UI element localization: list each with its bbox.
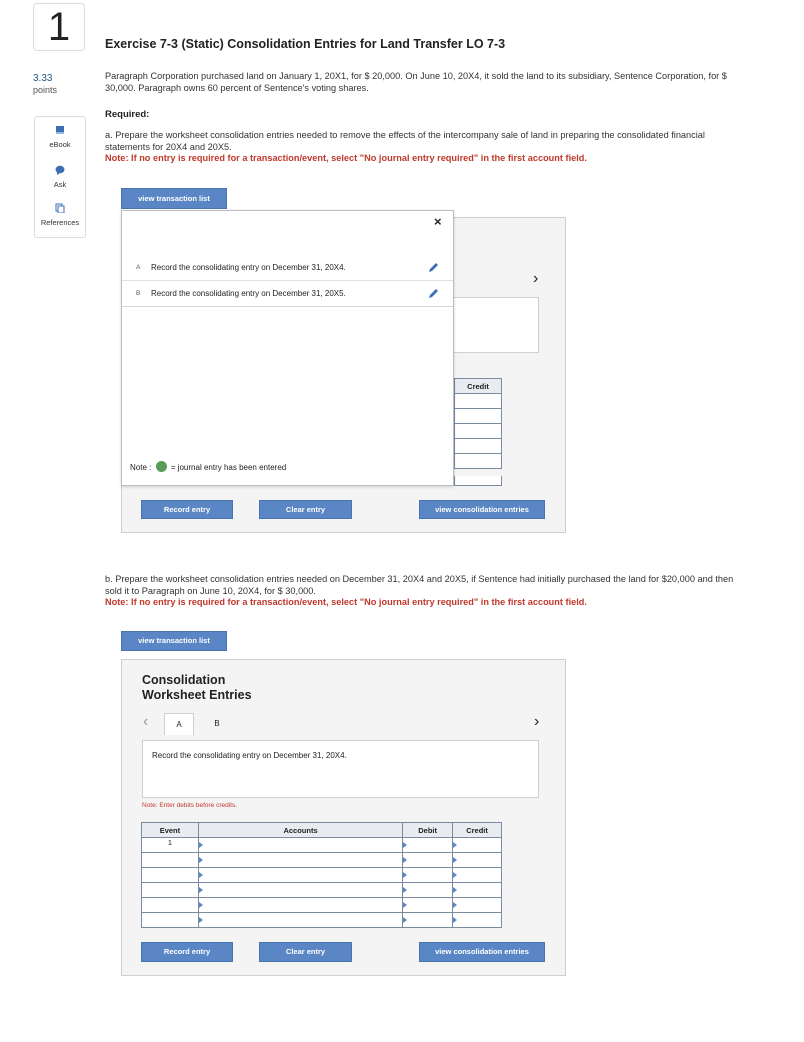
journal-entry-table	[141, 822, 502, 928]
input-marker-icon	[403, 902, 407, 908]
credit-input[interactable]	[453, 898, 502, 913]
transaction-text: Record the consolidating entry on December 31, 20X4.	[151, 263, 346, 272]
points-label: points	[33, 85, 58, 95]
table-row	[142, 913, 502, 928]
part-a-credit-cell[interactable]	[455, 409, 502, 424]
account-select[interactable]	[198, 913, 402, 928]
part-a-record-entry-button[interactable]: Record entry	[141, 500, 233, 519]
transaction-list-popup	[121, 210, 454, 486]
prev-arrow[interactable]: ‹	[143, 713, 149, 730]
part-a-instruction-box	[453, 297, 539, 353]
input-marker-icon	[403, 842, 407, 848]
account-select[interactable]	[198, 883, 402, 898]
close-icon[interactable]: ×	[434, 214, 442, 229]
event-cell	[142, 868, 199, 883]
references-label: References	[40, 218, 80, 227]
event-cell	[142, 883, 199, 898]
points-value: 3.33	[33, 73, 53, 84]
instruction-text: Record the consolidating entry on December 31, 20X4.	[152, 751, 347, 760]
debit-input[interactable]	[403, 883, 453, 898]
credit-input[interactable]	[453, 883, 502, 898]
part-a-credit-cell[interactable]	[455, 439, 502, 454]
account-select[interactable]	[198, 868, 402, 883]
event-cell	[142, 853, 199, 868]
event-cell	[142, 913, 199, 928]
credit-input[interactable]	[453, 868, 502, 883]
table-row	[142, 898, 502, 913]
transaction-item-b[interactable]	[122, 281, 453, 307]
book-icon	[55, 125, 65, 135]
instruction-box	[142, 740, 539, 798]
part-b-question	[105, 574, 745, 609]
pencil-icon[interactable]	[427, 288, 439, 300]
part-a-question	[105, 130, 745, 165]
event-header: Event	[142, 823, 199, 838]
copy-icon	[55, 203, 65, 213]
transaction-letter: B	[136, 290, 141, 297]
table-row	[142, 853, 502, 868]
part-b-clear-entry-button[interactable]: Clear entry	[259, 942, 352, 962]
part-a-view-transaction-list-button[interactable]: view transaction list	[121, 188, 227, 209]
event-cell	[142, 898, 199, 913]
part-a-clear-entry-button[interactable]: Clear entry	[259, 500, 352, 519]
part-b-view-transaction-list-button[interactable]: view transaction list	[121, 631, 227, 651]
part-b-worksheet-panel	[121, 659, 566, 976]
panel-title-line-2: Worksheet Entries	[142, 688, 252, 702]
debit-header: Debit	[403, 823, 453, 838]
legend-suffix: = journal entry has been entered	[170, 463, 287, 472]
debit-input[interactable]	[403, 838, 453, 853]
ebook-button[interactable]	[35, 125, 85, 149]
debit-input[interactable]	[403, 898, 453, 913]
green-dot-icon	[156, 461, 167, 472]
event-cell: 1	[142, 838, 199, 853]
ask-button[interactable]	[35, 165, 85, 189]
popup-legend	[130, 461, 286, 474]
part-a-view-consolidation-entries-button[interactable]: view consolidation entries	[419, 500, 545, 519]
dropdown-marker-icon	[199, 872, 203, 878]
input-marker-icon	[453, 887, 457, 893]
account-select[interactable]	[198, 898, 402, 913]
chat-icon	[55, 165, 65, 175]
part-a-credit-cell[interactable]	[455, 394, 502, 409]
account-select[interactable]	[198, 853, 402, 868]
part-b-record-entry-button[interactable]: Record entry	[141, 942, 233, 962]
input-marker-icon	[453, 842, 457, 848]
part-a-text: a. Prepare the worksheet consolidation entries needed to remove the effects of the intercompany sale of land in preparing the consolidated financial statements for 20X4 and 20X5.	[105, 130, 705, 152]
dropdown-marker-icon	[199, 917, 203, 923]
transaction-text: Record the consolidating entry on December 31, 20X5.	[151, 289, 346, 298]
tab-b[interactable]: B	[214, 719, 220, 728]
tab-a[interactable]: A	[164, 713, 194, 735]
part-a-credit-column	[454, 378, 502, 469]
pencil-icon[interactable]	[427, 262, 439, 274]
ask-label: Ask	[53, 180, 67, 189]
input-marker-icon	[453, 857, 457, 863]
accounts-header: Accounts	[198, 823, 402, 838]
part-a-credit-cell[interactable]	[455, 454, 502, 469]
credit-input[interactable]	[453, 913, 502, 928]
table-row	[142, 883, 502, 898]
input-marker-icon	[403, 857, 407, 863]
dropdown-marker-icon	[199, 902, 203, 908]
input-marker-icon	[403, 872, 407, 878]
part-a-credit-cell[interactable]	[455, 424, 502, 439]
next-arrow[interactable]: ›	[534, 713, 540, 730]
debit-input[interactable]	[403, 913, 453, 928]
enter-debits-note: Note: Enter debits before credits.	[142, 802, 238, 809]
table-row	[142, 868, 502, 883]
ebook-label: eBook	[49, 140, 71, 149]
part-b-text: b. Prepare the worksheet consolidation entries needed on December 31, 20X4 and 20X5, if Sentence had initially purchased the land for $20,000 and then sold it to Paragraph on June 10, 20X4, for $ 30,000.	[105, 574, 734, 596]
dropdown-marker-icon	[199, 887, 203, 893]
part-a-note: Note: If no entry is required for a transaction/event, select "No journal entry required" in the first account field.	[105, 153, 587, 163]
exercise-title: Exercise 7-3 (Static) Consolidation Entries for Land Transfer LO 7-3	[105, 37, 506, 51]
credit-input[interactable]	[453, 838, 502, 853]
part-b-note: Note: If no entry is required for a transaction/event, select "No journal entry required" in the first account field.	[105, 597, 587, 607]
credit-header: Credit	[453, 823, 502, 838]
required-heading: Required:	[105, 109, 150, 120]
dropdown-marker-icon	[199, 842, 203, 848]
part-a-next-arrow[interactable]: ›	[533, 270, 539, 287]
problem-paragraph: Paragraph Corporation purchased land on January 1, 20X1, for $ 20,000. On June 10, 20X4, it sold the land to its subsidiary, Sentence Corporation, for $ 30,000. Paragraph owns 60 percent of Sentence's voting shares.	[105, 71, 727, 93]
resource-rail	[34, 116, 86, 238]
part-a-credit-header: Credit	[455, 379, 502, 394]
references-button[interactable]	[35, 203, 85, 227]
transaction-letter: A	[136, 264, 141, 271]
credit-input[interactable]	[453, 853, 502, 868]
input-marker-icon	[453, 917, 457, 923]
part-b-view-consolidation-entries-button[interactable]: view consolidation entries	[419, 942, 545, 962]
panel-title-line-1: Consolidation	[142, 673, 226, 687]
debit-input[interactable]	[403, 868, 453, 883]
question-number: 1	[33, 3, 85, 51]
input-marker-icon	[403, 887, 407, 893]
input-marker-icon	[403, 917, 407, 923]
account-select[interactable]	[198, 838, 402, 853]
debit-input[interactable]	[403, 853, 453, 868]
transaction-item-a[interactable]	[122, 255, 453, 281]
input-marker-icon	[453, 872, 457, 878]
table-row	[142, 838, 502, 853]
legend-prefix: Note :	[130, 463, 152, 472]
input-marker-icon	[453, 902, 457, 908]
dropdown-marker-icon	[199, 857, 203, 863]
